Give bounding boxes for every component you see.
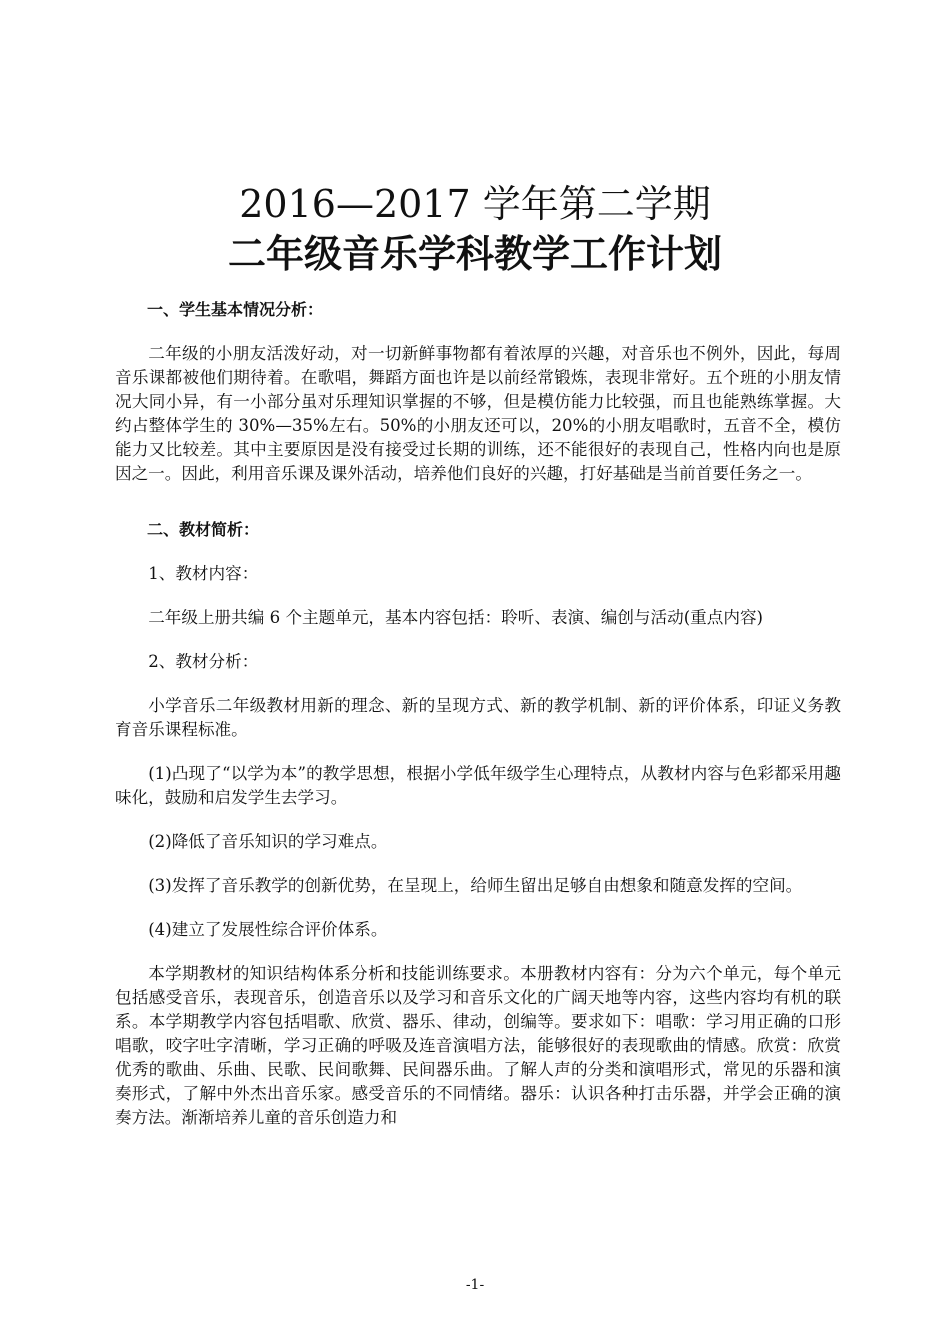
section1-paragraph: 二年级的小朋友活泼好动，对一切新鲜事物都有着浓厚的兴趣，对音乐也不例外，因此，每周音乐课都被他们期待着。在歌唱，舞蹈方面也许是以前经常锻炼，表现非常好。五个班的小朋友情况大同小异，有一小部分虽对乐理知识掌握的不够，但是模仿能力比较强，而且也能熟练掌握。大约占整体学生的 30%—35%左右。50%的小朋友还可以，20%的小朋友唱歌时，五音不全，模仿能力又比较差。其中主要原因是没有接受过长期的训练，还不能很好的表现自己，性格内向也是原因之一。因此，利用音乐课及课外活动，培养他们良好的兴趣，打好基础是当前首要任务之一。 <box>115 344 841 483</box>
subsection2-intro: 小学音乐二年级教材用新的理念、新的呈现方式、新的教学机制、新的评价体系，印证义务教育音乐课程标准。 <box>115 696 841 739</box>
document-body <box>115 298 841 1130</box>
document-title-line1: 2016—2017 学年第二学期 <box>239 182 711 226</box>
section1-heading: 一、学生基本情况分析： <box>147 300 324 319</box>
analysis-point-4: (4)建立了发展性综合评价体系。 <box>148 920 388 939</box>
section2-heading: 二、教材简析： <box>147 520 260 539</box>
subsection2-heading: 2、教材分析： <box>148 652 259 671</box>
document-title-line2: 二年级音乐学科教学工作计划 <box>227 232 722 276</box>
analysis-point-2: (2)降低了音乐知识的学习难点。 <box>148 832 388 851</box>
final-paragraph: 本学期教材的知识结构体系分析和技能训练要求。本册教材内容有：分为六个单元，每个单元包括感受音乐，表现音乐，创造音乐以及学习和音乐文化的广阔天地等内容，这些内容均有机的联系。本学期教学内容包括唱歌、欣赏、器乐、律动，创编等。要求如下：唱歌：学习用正确的口形唱歌，咬字吐字清晰，学习正确的呼吸及连音演唱方法，能够很好的表现歌曲的情感。欣赏：欣赏优秀的歌曲、乐曲、民歌、民间歌舞、民间器乐曲。了解人声的分类和演唱形式，常见的乐器和演奏形式，了解中外杰出音乐家。感受音乐的不同情绪。器乐：认识各种打击乐器，并学会正确的演奏方法。渐渐培养儿童的音乐创造力和 <box>115 964 841 1127</box>
subsection1-text: 二年级上册共编 6 个主题单元，基本内容包括：聆听、表演、编创与活动(重点内容) <box>148 608 764 627</box>
subsection1-heading: 1、教材内容： <box>148 564 259 583</box>
page-number: -1- <box>465 1277 485 1293</box>
analysis-point-1: (1)凸现了“以学为本”的教学思想，根据小学低年级学生心理特点，从教材内容与色彩都采用趣味化，鼓励和启发学生去学习。 <box>115 764 841 807</box>
analysis-point-3: (3)发挥了音乐教学的创新优势，在呈现上，给师生留出足够自由想象和随意发挥的空间。 <box>148 876 803 895</box>
